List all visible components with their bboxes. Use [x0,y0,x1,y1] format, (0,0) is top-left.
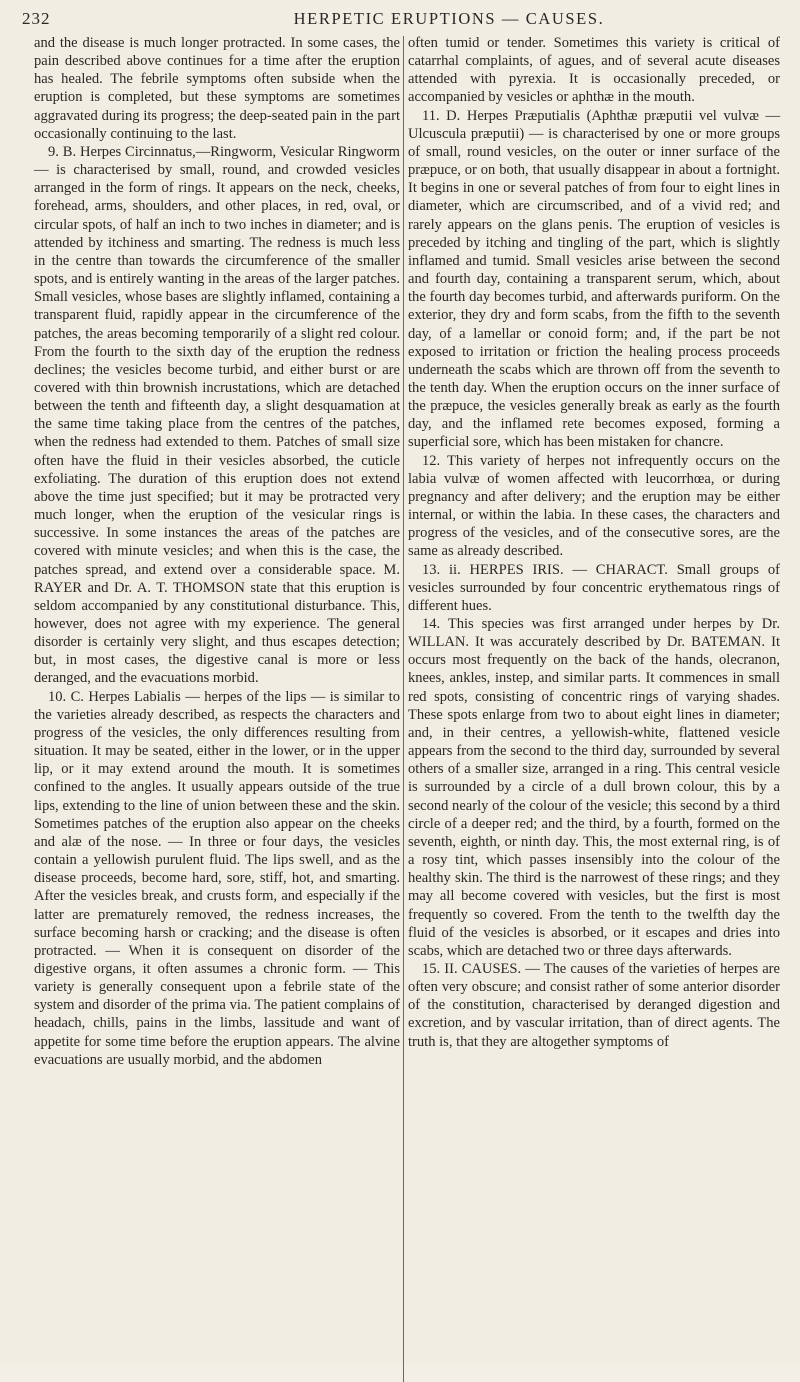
running-head: HERPETIC ERUPTIONS — CAUSES. [293,9,605,28]
paragraph-herpes-praeputialis: 11. D. Herpes Præputialis (Aphthæ præputii vel vulvæ — Ulcuscula præputii) — is characterised by one or more groups of small, round vesicles, on the outer or inner surface of the præpuce, or on both, that usually disappear in about a fortnight. It begins in one or several patches of from four to eight lines in diameter, which are circumscribed, and of a vivid red; and rarely appears on the glans penis. The eruption of vesicles is preceded by itching and tingling of the part, which is slightly inflamed and tumid. Small vesicles arise between the second and fourth day, containing a transparent serum, which, about the fourth day becomes turbid, and afterwards puriform. On the exterior, they dry and form scabs, from the fifth to the seventh day, of a lamellar or conoid form; and, if the part be not exposed to irritation or friction the healing process proceeds underneath the scabs which are thrown off from the seventh to the tenth day. When the eruption occurs on the inner surface of the præpuce, the vesicles generally break as early as the fourth day, and the inflamed rete becomes exposed, forming a superficial sore, which has been mistaken for chancre. [408,107,780,451]
right-column [408,34,780,1051]
paragraph-herpes-iris-description: 14. This species was first arranged under herpes by Dr. WILLAN. It was accurately described by Dr. BATEMAN. It occurs most frequently on the back of the hands, olecranon, knees, ankles, instep, and similar parts. It commences in small red spots, consisting of concentric rings of varying shades. These spots enlarge from two to about eight lines in diameter; and, in their centres, a yellowish-white, flattened vesicle appears from the second to the third day, surrounded by several others of a smaller size, arranged in a ring. This central vesicle is surrounded by a circle of a dull brown colour, this by a second nearly of the colour of the vesicle; this second by a third circle of a deeper red; and the third, by a fourth, formed on the seventh, eighth, or ninth day. This, the most external ring, is of a rosy tint, which passes insensibly into the colour of the healthy skin. The third is the narrowest of these rings; and they may all become covered with vesicles, but the first is most frequently so covered. From the tenth to the twelfth day the fluid of the vesicles is absorbed, or it escapes and dries into scabs, which are detached two or three days afterwards. [408,616,780,959]
page-number: 232 [22,9,51,28]
left-column [34,34,400,1069]
paragraph-herpes-iris-charact: 13. ii. HERPES IRIS. — CHARACT. Small groups of vesicles surrounded by four concentric erythematous rings of different hues. [408,561,780,614]
paragraph-labia-vulvae: 12. This variety of herpes not infrequently occurs on the labia vulvæ of women affected with leucorrhœa, or during pregnancy and after delivery; and the eruption may be either internal, or within the labia. In these cases, the characters and progress of the vesicles, and of the consecutive sores, are the same as already described. [408,452,780,560]
paragraph-continued-right: often tumid or tender. Sometimes this variety is critical of catarrhal complaints, of agues, and of several acute diseases attended with pyrexia. It is occasionally preceded, or accompanied by vesicles or aphthæ in the mouth. [408,35,780,106]
paragraph-causes: 15. II. CAUSES. — The causes of the varieties of herpes are often very obscure; and consist rather of some anterior disorder of the constitution, characterised by deranged digestion and excretion, and by vascular irritation, than of direct agents. The truth is, that they are altogether symptoms of [408,960,780,1050]
paragraph-herpes-circinnatus: 9. B. Herpes Circinnatus,—Ringworm, Vesicular Ringworm — is characterised by small, round, and crowded vesicles arranged in the form of rings. It appears on the neck, cheeks, forehead, arms, shoulders, and other places, in red, oval, or circular spots, of half an inch to two inches in diameter; and is attended by itchiness and smarting. The redness is much less in the centre than towards the circumference of the smaller spots, and is entirely wanting in the areas of the larger patches. Small vesicles, whose bases are slightly inflamed, containing a transparent fluid, rapidly appear in the circumference of the patches, the areas becoming temporarily of a slight red colour. From the fourth to the sixth day of the eruption the redness declines; the vesicles become turbid, and either burst or are covered with thin brownish incrustations, which are detached between the tenth and fifteenth day, a slight desquamation at the same time taking place from the centres of the patches, when the redness had extended to them. Patches of small size often have the fluid in their vesicles absorbed, the cuticle exfoliating. The duration of this eruption does not extend above the time just specified; but it may be protracted very much longer, when the eruption of the vesicular rings is successive. In some instances the areas of the patches are covered with minute vesicles; and when this is the case, the patches spread, and extend over a considerable space. M. RAYER and Dr. A. T. THOMSON state that this eruption is seldom accompanied by any constitutional disturbance. This, however, does not agree with my experience. The general disorder is certainly very slight, and thus escapes detection; but, in most cases, the digestive canal is more or less deranged, and the evacuations morbid. [34,143,401,687]
page-header [22,8,786,30]
paragraph-continued: and the disease is much longer protracted. In some cases, the pain described above continues for a time after the eruption has healed. The febrile symptoms often subside when the eruption is completed, but these symptoms are sometimes aggravated during its progress; the deep-seated pain in the part occasionally continuing to the last. [34,35,400,142]
paragraph-herpes-labialis: 10. C. Herpes Labialis — herpes of the lips — is similar to the varieties already described, as respects the characters and progress of the vesicles, the only differences resulting from situation. It may be seated, either in the lower, or in the upper lip, or it may extend around the mouth. It is sometimes confined to the angles. It usually appears outside of the true lips, extending to the line of union between these and the skin. Sometimes patches of the eruption also appear on the cheeks and alæ of the nose. — In three or four days, the vesicles contain a yellowish purulent fluid. The lips swell, and as the disease proceeds, become hard, sore, stiff, hot, and smarting. After the vesicles break, and crusts form, and especially if the latter are prematurely removed, the redness increases, the surface becoming harsh or cracking; and the disease is often protracted. — When it is consequent on disorder of the digestive organs, it often assumes a chronic form. — This variety is generally consequent upon a febrile state of the system and disorder of the prima via. The patient complains of headach, chills, pains in the limbs, lassitude and want of appetite for some time before the eruption appears. The alvine evacuations are usually morbid, and the abdomen [34,688,400,1068]
column-divider [403,36,404,1382]
